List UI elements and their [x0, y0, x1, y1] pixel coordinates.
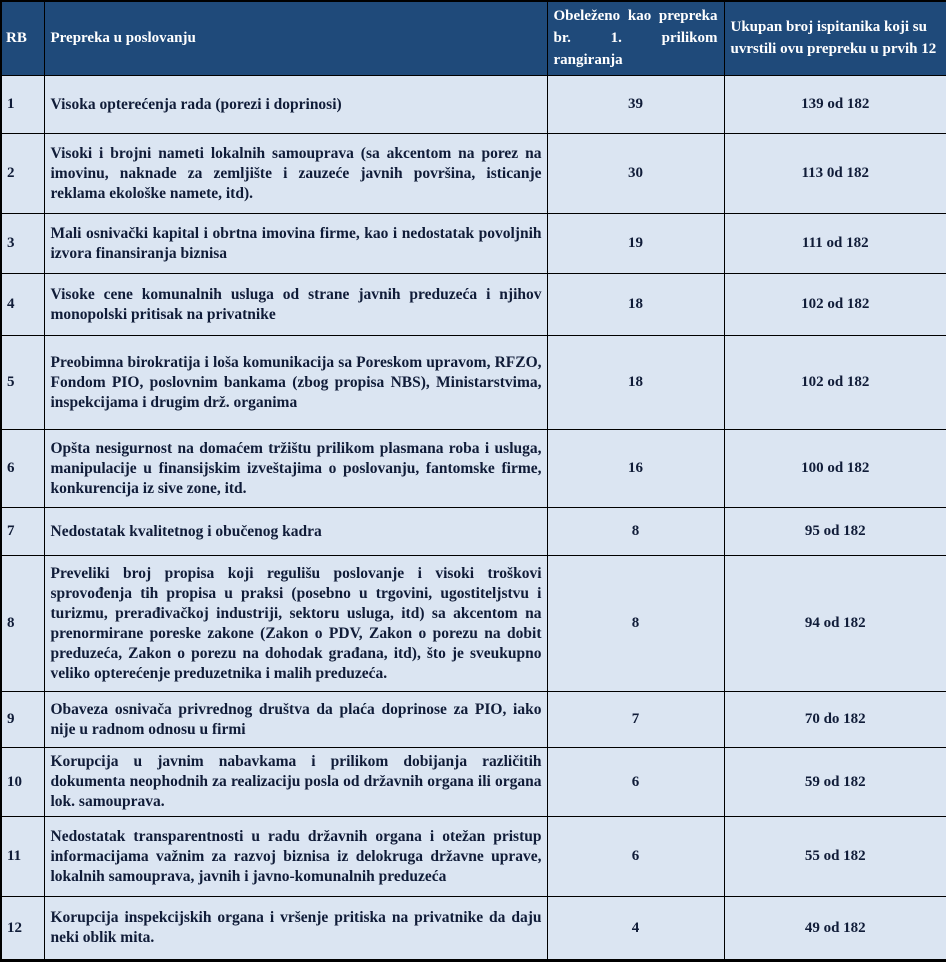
- cell-obstacle: Korupcija inspekcijskih organa i vršenje pritiska na privatnike da daju neki oblik mita.: [44, 897, 547, 961]
- table-row: [1, 134, 946, 214]
- cell-obstacle: Nedostatak kvalitetnog i obučenog kadra: [44, 508, 547, 556]
- table-row: [1, 508, 946, 556]
- table-header: [1, 1, 946, 76]
- cell-total-count: 55 od 182: [724, 817, 946, 897]
- cell-total-count: 70 do 182: [724, 692, 946, 748]
- cell-ranked-first-count: 8: [547, 508, 724, 556]
- cell-rb: 5: [1, 336, 44, 430]
- cell-ranked-first-count: 19: [547, 214, 724, 274]
- table-body: [1, 76, 946, 961]
- header-row: [1, 1, 946, 76]
- cell-rb: 4: [1, 274, 44, 336]
- cell-ranked-first-count: 6: [547, 817, 724, 897]
- col-header-obstacle: Prepreka u poslovanju: [44, 1, 547, 76]
- cell-obstacle: Visoka opterećenja rada (porezi i doprinosi): [44, 76, 547, 134]
- cell-obstacle: Visoki i brojni nameti lokalnih samouprava (sa akcentom na porez na imovinu, naknade za zemljište i zauzeće javnih površina, isticanje reklama ekološke namete, itd).: [44, 134, 547, 214]
- table-row: [1, 76, 946, 134]
- cell-rb: 10: [1, 748, 44, 817]
- cell-obstacle: Preveliki broj propisa koji regulišu poslovanje i visoki troškovi sprovođenja tih propisa u praksi (posebno u trgovini, ugostiteljstvu i turizmu, prerađivačkoj industriji, sektoru usluga, itd) sa akcentom na prenormirane poreske zakone (Zakon o PDV, Zakon o porezu na dobit preduzeća, Zakon o porezu na dohodak građana, itd), što je sveukupno veliko opterećenje preduzetnika i malih preduzeća.: [44, 556, 547, 692]
- cell-total-count: 95 od 182: [724, 508, 946, 556]
- table-row: [1, 897, 946, 961]
- table-row: [1, 556, 946, 692]
- table-row: [1, 692, 946, 748]
- cell-obstacle: Nedostatak transparentnosti u radu državnih organa i otežan pristup informacijama važnim za razvoj biznisa iz delokruga državne uprave, lokalnih samouprava, javnih i javno-komunalnih preduzeća: [44, 817, 547, 897]
- cell-obstacle: Obaveza osnivača privrednog društva da plaća doprinose za PIO, iako nije u radnom odnosu u firmi: [44, 692, 547, 748]
- cell-ranked-first-count: 6: [547, 748, 724, 817]
- cell-ranked-first-count: 30: [547, 134, 724, 214]
- cell-obstacle: Visoke cene komunalnih usluga od strane javnih preduzeća i njihov monopolski pritisak na privatnike: [44, 274, 547, 336]
- cell-total-count: 102 od 182: [724, 336, 946, 430]
- cell-total-count: 100 od 182: [724, 430, 946, 508]
- table-row: [1, 817, 946, 897]
- cell-ranked-first-count: 18: [547, 336, 724, 430]
- cell-total-count: 49 od 182: [724, 897, 946, 961]
- cell-rb: 6: [1, 430, 44, 508]
- cell-ranked-first-count: 4: [547, 897, 724, 961]
- cell-ranked-first-count: 8: [547, 556, 724, 692]
- cell-rb: 12: [1, 897, 44, 961]
- cell-total-count: 94 od 182: [724, 556, 946, 692]
- cell-ranked-first-count: 18: [547, 274, 724, 336]
- table-row: [1, 748, 946, 817]
- cell-ranked-first-count: 16: [547, 430, 724, 508]
- cell-rb: 2: [1, 134, 44, 214]
- cell-total-count: 139 od 182: [724, 76, 946, 134]
- table-row: [1, 336, 946, 430]
- cell-ranked-first-count: 39: [547, 76, 724, 134]
- table-row: [1, 274, 946, 336]
- cell-total-count: 111 od 182: [724, 214, 946, 274]
- cell-obstacle: Korupcija u javnim nabavkama i prilikom dobijanja različitih dokumenta neophodnih za realizaciju posla od državnih organa ili organa lok. samouprava.: [44, 748, 547, 817]
- cell-rb: 7: [1, 508, 44, 556]
- cell-rb: 11: [1, 817, 44, 897]
- cell-obstacle: Opšta nesigurnost na domaćem tržištu prilikom plasmana roba i usluga, manipulacije u finansijskim izveštajima o poslovanju, fantomske firme, konkurencija iz sive zone, itd.: [44, 430, 547, 508]
- cell-rb: 1: [1, 76, 44, 134]
- cell-rb: 3: [1, 214, 44, 274]
- cell-obstacle: Preobimna birokratija i loša komunikacija sa Poreskom upravom, RFZO, Fondom PIO, poslovnim bankama (zbog propisa NBS), Ministarstvima, inspekcijama i drugim drž. organima: [44, 336, 547, 430]
- col-header-total: Ukupan broj ispitanika koji su uvrstili ovu prepreku u prvih 12: [724, 1, 946, 76]
- cell-total-count: 102 od 182: [724, 274, 946, 336]
- cell-total-count: 59 od 182: [724, 748, 946, 817]
- cell-ranked-first-count: 7: [547, 692, 724, 748]
- table-row: [1, 430, 946, 508]
- col-header-ranked-first: Obeleženo kao prepreka br. 1. prilikom rangiranja: [547, 1, 724, 76]
- col-header-rb: RB: [1, 1, 44, 76]
- cell-total-count: 113 0d 182: [724, 134, 946, 214]
- cell-rb: 9: [1, 692, 44, 748]
- cell-obstacle: Mali osnivački kapital i obrtna imovina firme, kao i nedostatak povoljnih izvora finansiranja biznisa: [44, 214, 547, 274]
- table-row: [1, 214, 946, 274]
- cell-rb: 8: [1, 556, 44, 692]
